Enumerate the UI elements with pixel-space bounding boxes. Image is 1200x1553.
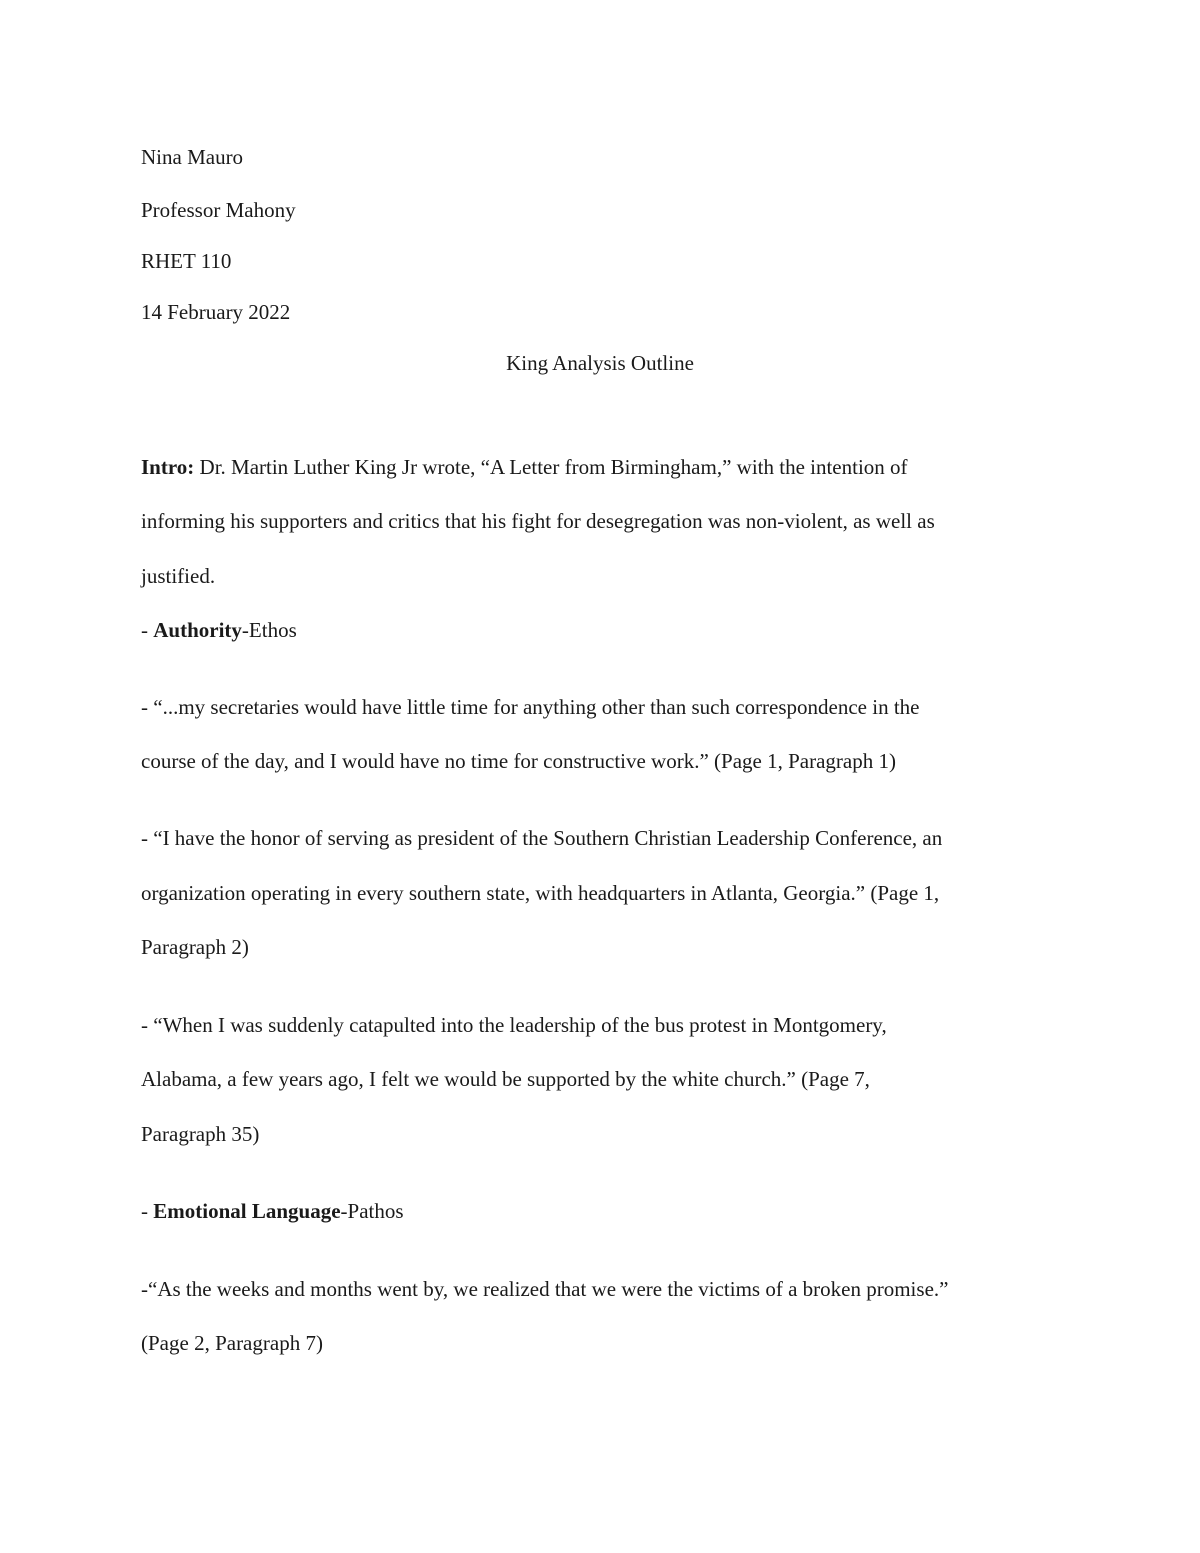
section-heading-emotional: - Emotional Language-Pathos [141, 1199, 404, 1223]
section-heading-bold: Authority [153, 618, 242, 642]
section-heading-bold: Emotional Language [153, 1199, 341, 1223]
quote-line: - “...my secretaries would have little time for anything other than such correspondence in the [141, 695, 920, 719]
course-code: RHET 110 [141, 249, 232, 273]
intro-line-1 [141, 457, 908, 478]
intro-text: Dr. Martin Luther King Jr wrote, “A Letter from Birmingham,” with the intention of [194, 455, 908, 479]
quote-line: course of the day, and I would have no time for constructive work.” (Page 1, Paragraph 1) [141, 749, 896, 773]
quote-line: (Page 2, Paragraph 7) [141, 1331, 323, 1355]
quote-line: - “When I was suddenly catapulted into the leadership of the bus protest in Montgomery, [141, 1013, 887, 1037]
intro-line-3: justified. [141, 564, 216, 588]
quote-line: -“As the weeks and months went by, we realized that we were the victims of a broken promise.” [141, 1277, 949, 1301]
quote-line: Alabama, a few years ago, I felt we would be supported by the white church.” (Page 7, [141, 1067, 870, 1091]
author-name: Nina Mauro [141, 145, 244, 169]
section-heading-authority: - Authority-Ethos [141, 618, 297, 642]
quote-line: - “I have the honor of serving as president of the Southern Christian Leadership Conference, an [141, 826, 943, 850]
intro-line-2: informing his supporters and critics that his fight for desegregation was non-violent, as well as [141, 509, 935, 533]
quote-line: Paragraph 35) [141, 1122, 260, 1146]
document-date: 14 February 2022 [141, 300, 291, 324]
quote-line: Paragraph 2) [141, 935, 249, 959]
intro-label: Intro: [141, 455, 195, 479]
quote-line: organization operating in every southern state, with headquarters in Atlanta, Georgia.” (Page 1, [141, 881, 940, 905]
document-title: King Analysis Outline [506, 351, 694, 375]
professor-name: Professor Mahony [141, 198, 296, 222]
